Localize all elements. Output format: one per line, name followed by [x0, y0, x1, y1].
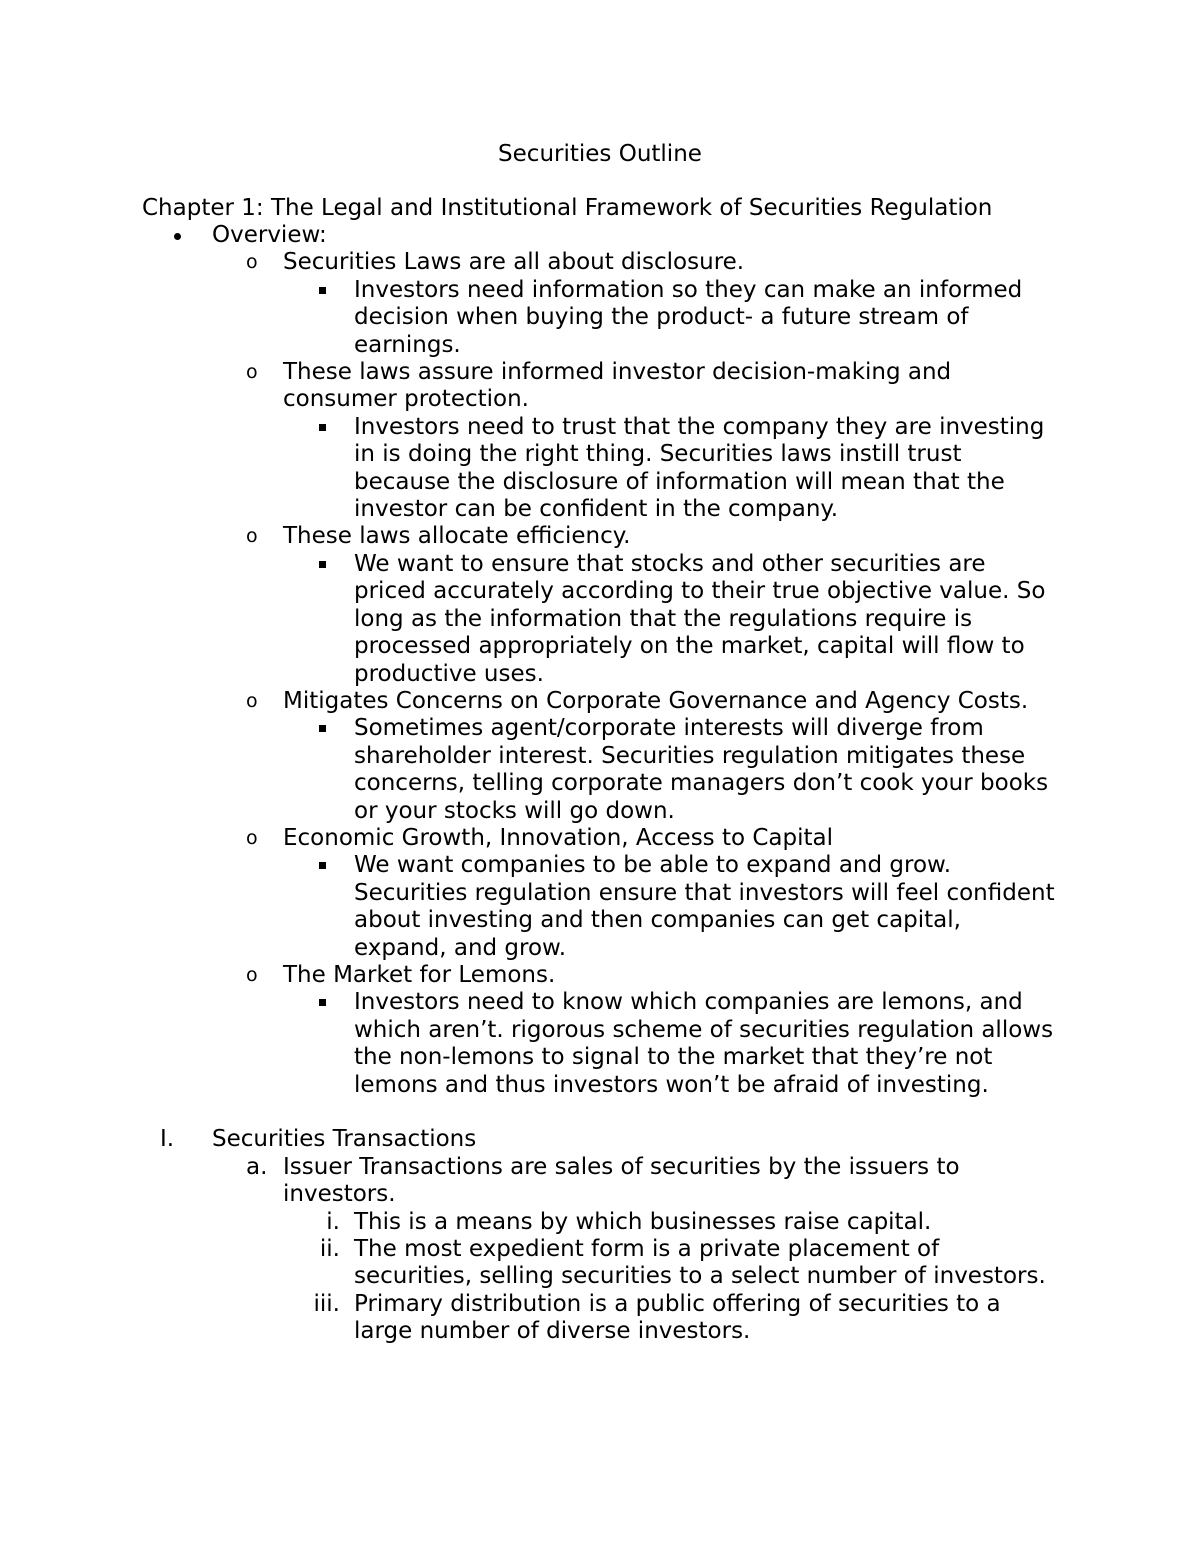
- overview-point: [0, 688, 1200, 715]
- section-heading-text: Securities Transactions: [212, 1126, 477, 1153]
- overview-point-text: The Market for Lemons.: [283, 961, 556, 988]
- circle-bullet-marker: o: [246, 826, 258, 849]
- square-bullet-icon: [319, 999, 326, 1006]
- overview-subpoint-text: Sometimes agent/corporate interests will diverge from shareholder interest. Securities regulation mitigates these concerns, telling corporate managers don’t cook your books or your stocks will go down.: [354, 715, 1049, 824]
- overview-subpoint: [0, 551, 1200, 688]
- section-item: [0, 1154, 1200, 1209]
- section-item-text: Issuer Transactions are sales of securities by the issuers to investors.: [283, 1153, 960, 1208]
- section-subitem: [0, 1291, 1200, 1346]
- circle-bullet-marker: o: [246, 251, 258, 274]
- roman-numeral-marker: I.: [160, 1126, 175, 1153]
- overview-point: [0, 359, 1200, 414]
- spacer: [0, 1099, 1200, 1126]
- overview-subpoint: [0, 852, 1200, 962]
- square-bullet-icon: [319, 725, 326, 732]
- overview-point-text: Securities Laws are all about disclosure.: [283, 249, 745, 276]
- roman-sub-marker: iii.: [313, 1290, 340, 1317]
- overview-point: [0, 962, 1200, 989]
- overview-point-text: These laws assure informed investor decision-making and consumer protection.: [283, 359, 952, 413]
- section-subitem-text: This is a means by which businesses raise capital.: [354, 1208, 932, 1235]
- overview-subpoint-text: We want companies to be able to expand and grow. Securities regulation ensure that investors will feel confident about investing and then companies can get capital, expand, and grow.: [354, 852, 1055, 961]
- outline: [0, 222, 1200, 1346]
- section-heading: [0, 1126, 1200, 1153]
- section-subitem: [0, 1209, 1200, 1236]
- circle-bullet-marker: o: [246, 963, 258, 986]
- overview-subpoint: [0, 715, 1200, 825]
- circle-bullet-marker: o: [246, 525, 258, 548]
- overview-point-text: These laws allocate efficiency.: [283, 523, 631, 550]
- bullet-dot-icon: [174, 233, 181, 240]
- roman-sub-marker: i.: [326, 1208, 340, 1235]
- circle-bullet-marker: o: [246, 361, 258, 384]
- overview-point: [0, 523, 1200, 550]
- square-bullet-icon: [319, 424, 326, 431]
- overview-subpoint: [0, 414, 1200, 524]
- document-title: Securities Outline: [498, 141, 702, 167]
- chapter-heading: Chapter 1: The Legal and Institutional Framework of Securities Regulation: [142, 195, 993, 221]
- letter-marker: a.: [246, 1153, 268, 1180]
- overview-point: [0, 249, 1200, 276]
- section-subitem: [0, 1236, 1200, 1291]
- overview-point-text: Economic Growth, Innovation, Access to Capital: [283, 824, 834, 851]
- section-subitem-text: The most expedient form is a private placement of securities, selling securities to a select number of investors.: [354, 1236, 1046, 1290]
- overview-bullet-item: [0, 222, 1200, 249]
- overview-point: [0, 825, 1200, 852]
- overview-bullet-item-text: Overview:: [212, 222, 327, 248]
- overview-subpoint: [0, 989, 1200, 1099]
- square-bullet-icon: [319, 862, 326, 869]
- overview-subpoint-text: We want to ensure that stocks and other securities are priced accurately according to their true objective value. So long as the information that the regulations require is processed appropriately on the market, capital will flow to productive uses.: [354, 550, 1046, 687]
- section-subitem-text: Primary distribution is a public offering of securities to a large number of diverse investors.: [354, 1290, 1001, 1345]
- overview-subpoint-text: Investors need to trust that the company they are investing in is doing the right thing. Securities laws instill trust because the disclosure of information will mean that the investor can be confident in the company.: [354, 413, 1045, 523]
- overview-subpoint-text: Investors need to know which companies are lemons, and which aren’t. rigorous scheme of securities regulation allows the non-lemons to signal to the market that they’re not lemons and thus investors won’t be afraid of investing.: [354, 989, 1054, 1098]
- roman-sub-marker: ii.: [319, 1236, 340, 1263]
- circle-bullet-marker: o: [246, 689, 258, 712]
- overview-subpoint: [0, 277, 1200, 359]
- square-bullet-icon: [319, 561, 326, 568]
- overview-point-text: Mitigates Concerns on Corporate Governance and Agency Costs.: [283, 687, 1029, 714]
- overview-subpoint-text: Investors need information so they can make an informed decision when buying the product- a future stream of earnings.: [354, 276, 1023, 358]
- square-bullet-icon: [319, 287, 326, 294]
